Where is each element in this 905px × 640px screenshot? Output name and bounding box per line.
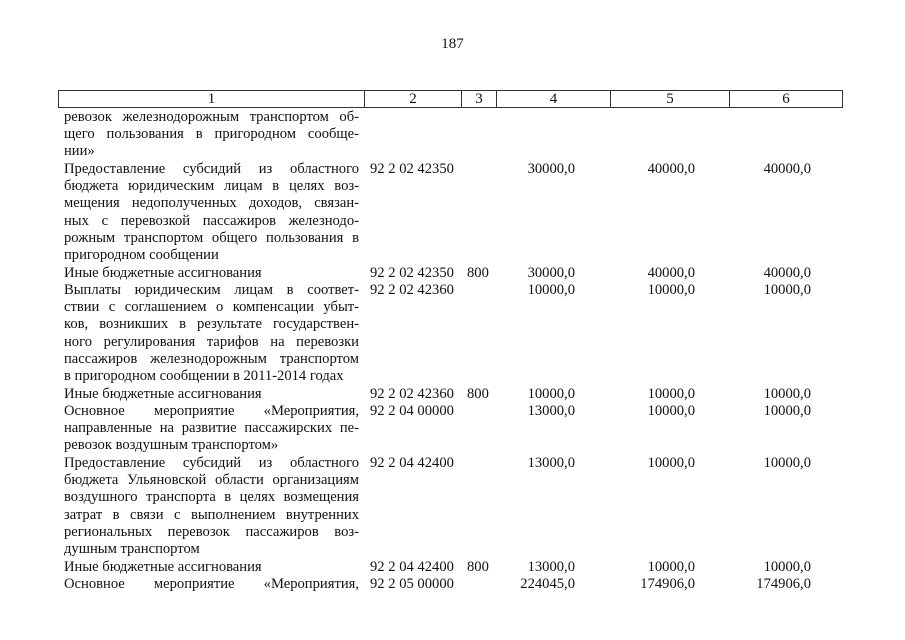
target-code: 92 2 02 42350: [370, 265, 454, 281]
header-col-5: 5: [666, 91, 674, 107]
amount-col-5: 10000,0: [647, 559, 695, 575]
header-col-2: 2: [409, 91, 417, 107]
description-line: Основное мероприятие «Мероприятия,: [64, 576, 359, 592]
amount-col-5: 10000,0: [647, 282, 695, 298]
description-line: направленные на развитие пассажирских пе-: [64, 420, 359, 437]
header-col-4: 4: [549, 91, 558, 107]
description-line: ного регулирования тарифов на перевозки: [64, 333, 359, 350]
description-line: ных с перевозкой пассажиров железнодо-: [64, 212, 359, 229]
amount-col-5: 10000,0: [647, 403, 695, 419]
target-code: 92 2 02 42360: [370, 282, 454, 298]
description-line: Предоставление субсидий из областного: [64, 161, 359, 177]
amount-col-6: 10000,0: [763, 559, 811, 575]
row-description: [64, 265, 359, 282]
target-code: 92 2 02 42350: [370, 161, 454, 177]
description-line: затрат в связи с выполнением внутренних: [64, 506, 359, 523]
amount-col-6: 10000,0: [763, 403, 811, 419]
description-line: душным транспортом: [64, 540, 200, 557]
expense-type-code: 800: [467, 386, 489, 402]
description-line: мещения недополученных доходов, связан-: [64, 195, 359, 212]
amount-col-4: 13000,0: [527, 559, 575, 575]
description-line: бюджета Ульяновской области организациям: [64, 472, 359, 489]
amount-col-6: 10000,0: [763, 282, 811, 298]
row-description: [64, 559, 359, 576]
description-line: Предоставление субсидий из областного: [64, 455, 359, 471]
amount-col-5: 40000,0: [647, 161, 695, 177]
amount-col-4: 13000,0: [527, 403, 575, 419]
amount-col-4: 30000,0: [527, 265, 575, 281]
description-line: Иные бюджетные ассигнования: [64, 559, 262, 575]
expense-type-code: 800: [467, 265, 489, 281]
amount-col-6: 10000,0: [763, 455, 811, 471]
description-line: рожным транспортом общего пользования в: [64, 229, 359, 246]
amount-col-4: 224045,0: [520, 576, 575, 592]
description-line: ревозок железнодорожным транспортом об-: [64, 109, 359, 125]
page-number: 187: [441, 36, 464, 52]
target-code: 92 2 04 00000: [370, 403, 454, 419]
amount-col-6: 10000,0: [763, 386, 811, 402]
description-line: региональных перевозок пассажиров воз-: [64, 523, 359, 540]
description-line: ков, возникших в результате государствен-: [64, 316, 359, 333]
description-line: Иные бюджетные ассигнования: [64, 265, 262, 281]
row-description: [64, 109, 359, 161]
amount-col-5: 10000,0: [647, 455, 695, 471]
row-description: [64, 403, 359, 455]
description-line: нии»: [64, 143, 95, 160]
target-code: 92 2 04 42400: [370, 455, 454, 471]
description-line: Иные бюджетные ассигнования: [64, 386, 262, 402]
row-description: [64, 282, 359, 385]
amount-col-4: 13000,0: [527, 455, 575, 471]
amount-col-5: 10000,0: [647, 386, 695, 402]
header-col-6: 6: [782, 91, 790, 107]
description-line: ревозок воздушным транспортом»: [64, 437, 279, 454]
amount-col-4: 30000,0: [527, 161, 575, 177]
amount-col-5: 40000,0: [647, 265, 695, 281]
header-col-3: 3: [475, 91, 483, 107]
target-code: 92 2 05 00000: [370, 576, 454, 592]
description-line: бюджета юридическим лицам в целях воз-: [64, 178, 359, 195]
description-line: в пригородном сообщении в 2011-2014 годах: [64, 367, 344, 384]
description-line: пригородном сообщении: [64, 246, 219, 263]
row-description: [64, 576, 359, 593]
row-description: [64, 455, 359, 558]
target-code: 92 2 02 42360: [370, 386, 454, 402]
description-line: ствии с соглашением о компенсации убыт-: [64, 299, 359, 316]
description-line: Выплаты юридическим лицам в соответ-: [64, 282, 359, 298]
header-col-1: 1: [207, 91, 216, 107]
description-line: пассажиров железнодорожным транспортом: [64, 350, 359, 367]
description-line: щего пользования в пригородном сообще-: [64, 126, 359, 143]
target-code: 92 2 04 42400: [370, 559, 454, 575]
row-description: [64, 386, 359, 403]
amount-col-4: 10000,0: [527, 282, 575, 298]
expense-type-code: 800: [467, 559, 489, 575]
row-description: [64, 161, 359, 264]
description-line: воздушного транспорта в целях возмещения: [64, 489, 359, 506]
amount-col-6: 40000,0: [763, 265, 811, 281]
amount-col-5: 174906,0: [640, 576, 695, 592]
amount-col-6: 40000,0: [763, 161, 811, 177]
amount-col-4: 10000,0: [527, 386, 575, 402]
description-line: Основное мероприятие «Мероприятия,: [64, 403, 359, 419]
amount-col-6: 174906,0: [756, 576, 811, 592]
